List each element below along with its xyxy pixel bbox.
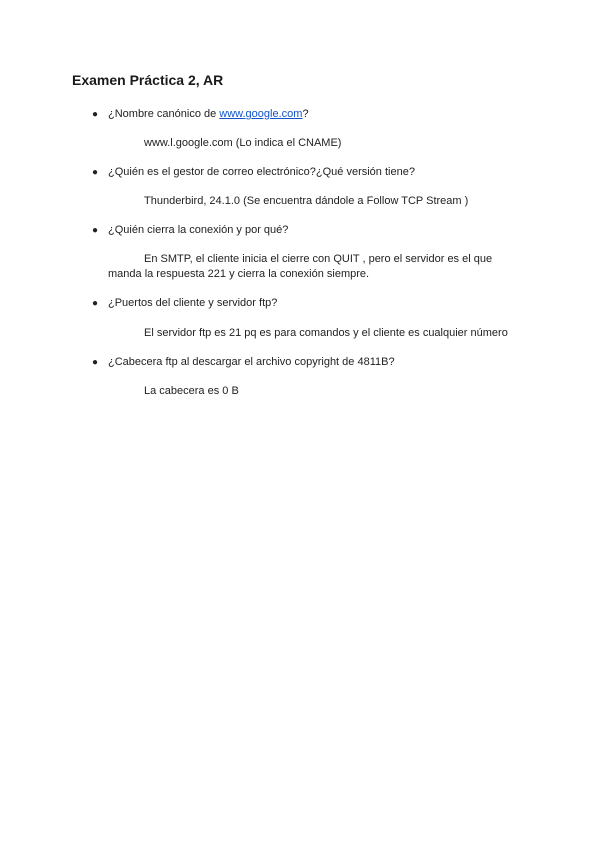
question-4 xyxy=(92,296,277,311)
answer-5: La cabecera es 0 B xyxy=(144,385,239,397)
answer-3-line-1: En SMTP, el cliente inicia el cierre con QUIT , pero el servidor es el que xyxy=(144,253,493,265)
bullet-icon: ● xyxy=(92,357,99,368)
question-3-text: ¿Quién cierra la conexión y por qué? xyxy=(108,224,289,236)
answer-3-line-2: manda la respuesta 221 y cierra la conexión siempre. xyxy=(108,268,370,280)
answer-3 xyxy=(108,252,518,282)
google-link[interactable]: www.google.com xyxy=(219,108,303,120)
question-2-text: ¿Quién es el gestor de correo electrónico?¿Qué versión tiene? xyxy=(108,166,415,178)
answer-2: Thunderbird, 24.1.0 (Se encuentra dándole a Follow TCP Stream ) xyxy=(144,195,469,207)
bullet-icon: ● xyxy=(92,167,99,178)
bullet-icon: ● xyxy=(92,225,99,236)
question-2 xyxy=(92,165,415,180)
question-1 xyxy=(92,107,309,122)
question-5 xyxy=(92,355,395,370)
bullet-icon: ● xyxy=(92,298,99,309)
question-4-text: ¿Puertos del cliente y servidor ftp? xyxy=(108,297,278,309)
question-5-text: ¿Cabecera ftp al descargar el archivo copyright de 4811B? xyxy=(108,356,395,368)
question-1-suffix: ? xyxy=(302,108,309,120)
question-1-prefix: ¿Nombre canónico de xyxy=(108,108,220,120)
bullet-icon: ● xyxy=(92,109,99,120)
question-3 xyxy=(92,223,288,238)
document-title: Examen Práctica 2, AR xyxy=(72,72,224,88)
answer-1: www.l.google.com (Lo indica el CNAME) xyxy=(144,137,342,149)
answer-4: El servidor ftp es 21 pq es para comandos y el cliente es cualquier número xyxy=(144,327,508,339)
